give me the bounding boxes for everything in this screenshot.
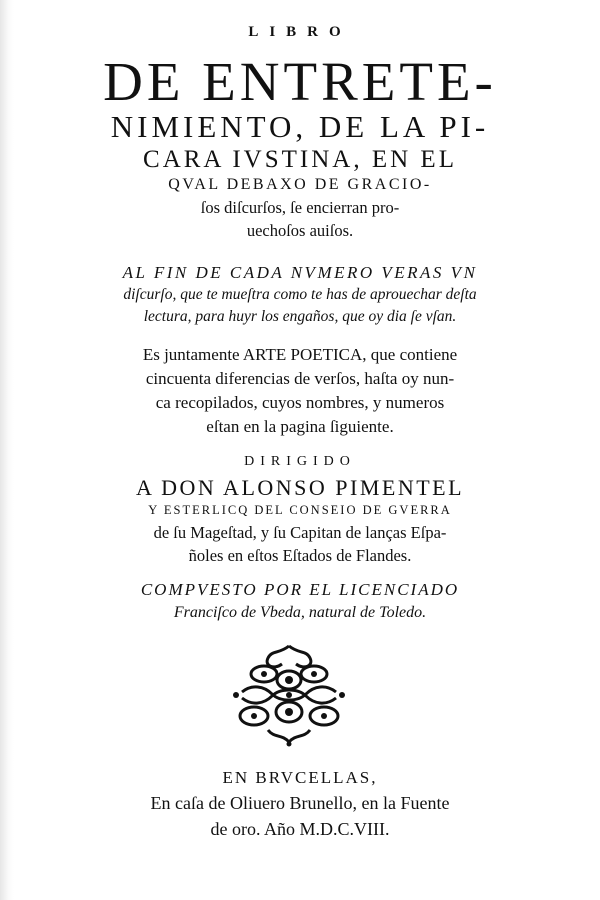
motto-line-al-fin: AL FIN DE CADA NVMERO VERAS VN — [122, 263, 478, 282]
dedication-recipient: A DON ALONSO PIMENTEL — [135, 475, 465, 500]
imprint-printer: En caſa de Oliuero Brunello, en la Fuente — [150, 793, 450, 813]
dedication-flandes: ñoles en eſtos Eſtados de Flandes. — [188, 546, 412, 565]
printers-ornament-icon — [224, 640, 354, 750]
description-line-arte-poetica: Es juntamente ARTE POETICA, que contiene — [142, 345, 458, 364]
description-line-cincuenta: cincuenta diferencias de verſos, haſta oy nun- — [145, 369, 455, 388]
motto-line-discurso: diſcurſo, que te mueſtra como te has de aprouechar deſta — [123, 286, 477, 303]
description-line-pagina: eſtan en la pagina ſiguiente. — [206, 417, 394, 436]
motto-line-lectura: lectura, para huyr los engaños, que oy dia ſe vſan. — [143, 308, 457, 325]
title-line-qual: QVAL DEBAXO DE GRACIO- — [168, 176, 432, 193]
imprint-year: de oro. Año M.D.C.VIII. — [210, 819, 390, 839]
dedication-dirigido: DIRIGIDO — [244, 454, 356, 469]
imprint-city: EN BRVCELLAS, — [222, 768, 378, 787]
dedication-council: Y ESTERLICQ DEL CONSEIO DE GVERRA — [148, 503, 452, 517]
author-name: Franciſco de Vbeda, natural de Toledo. — [173, 604, 427, 621]
libro-heading: LIBRO — [248, 24, 352, 40]
title-line-nimiento: NIMIENTO, DE LA PI- — [110, 109, 490, 144]
author-compuesto: COMPVESTO POR EL LICENCIADO — [140, 580, 460, 599]
title-line-de-entrete: DE ENTRETE- — [103, 51, 497, 112]
title-line-auisos: uechoſos auiſos. — [246, 221, 354, 240]
title-line-discursos: ſos diſcurſos, ſe encierran pro- — [200, 198, 400, 217]
title-line-cara: CARA IVSTINA, EN EL — [143, 146, 457, 173]
dedication-capitan: de ſu Mageſtad, y ſu Capitan de lanças Eſpa- — [153, 523, 447, 542]
description-line-recopilados: ca recopilados, cuyos nombres, y numeros — [155, 393, 445, 412]
